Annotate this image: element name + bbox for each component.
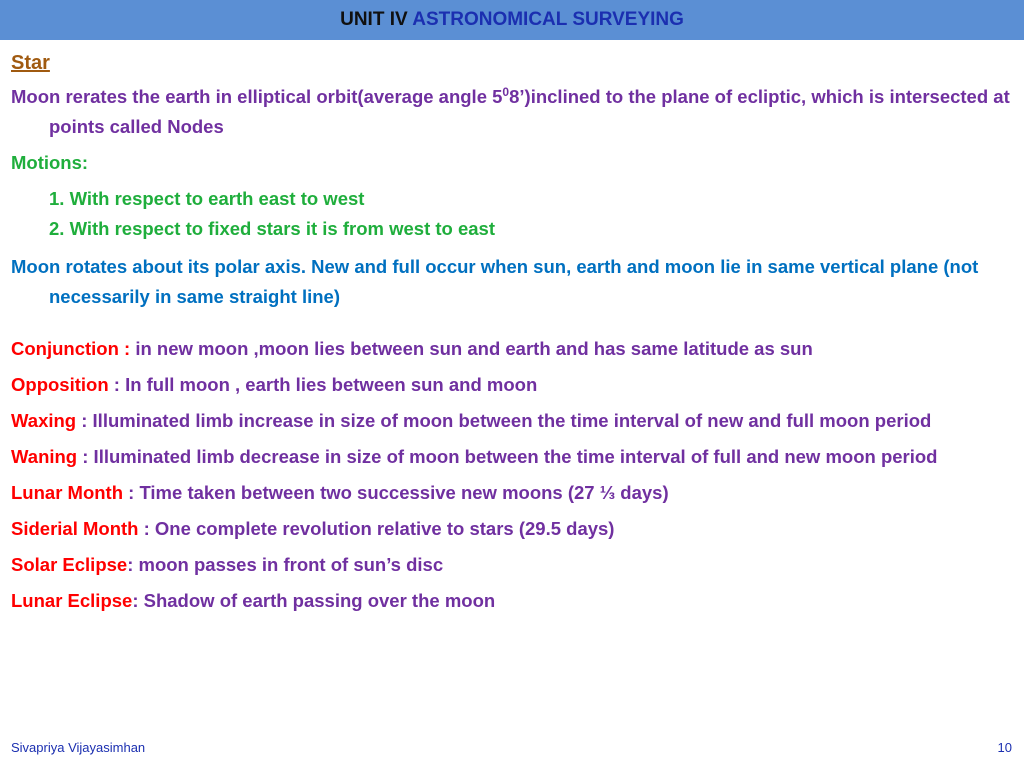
footer-author: Sivapriya Vijayasimhan — [11, 740, 146, 755]
section-heading-star: Star — [11, 52, 50, 74]
term-conjunction — [11, 334, 1011, 364]
term-definition: : Illuminated limb increase in size of moon between the time interval of new and full moon period — [76, 410, 932, 431]
slide-body — [11, 48, 1011, 616]
orbit-paragraph — [11, 82, 1011, 142]
term-opposition — [11, 370, 1011, 400]
term-definition: : Illuminated limb decrease in size of moon between the time interval of full and new moon period — [77, 446, 938, 467]
orbit-text-start: Moon rerates the earth in elliptical orbit(average angle 5 — [11, 86, 503, 107]
rotation-paragraph: Moon rotates about its polar axis. New and full occur when sun, earth and moon lie in same vertical plane (not necessarily in same straight line) — [11, 256, 979, 307]
term-label: Conjunction : — [11, 338, 131, 359]
term-siderial-month — [11, 514, 1011, 544]
term-label: Lunar Month — [11, 482, 124, 503]
term-label: Waning — [11, 446, 78, 467]
orbit-text-end: 8’)inclined to the plane of ecliptic, which is intersected at points called Nodes — [49, 86, 1010, 137]
term-definition: in new moon ,moon lies between sun and earth and has same latitude as sun — [130, 338, 813, 359]
motion-item-2: 2. With respect to fixed stars it is from west to east — [49, 218, 496, 239]
term-label: Opposition — [11, 374, 109, 395]
term-label: Solar Eclipse — [11, 554, 128, 575]
slide-title-unit: UNIT IV — [340, 9, 408, 30]
term-label: Siderial Month — [11, 518, 139, 539]
term-solar-eclipse — [11, 550, 1011, 580]
motions-list — [11, 184, 1011, 244]
term-definition: : One complete revolution relative to stars (29.5 days) — [138, 518, 615, 539]
term-waxing — [11, 406, 1011, 436]
orbit-degree-superscript: 0 — [502, 84, 510, 99]
motion-item-1: 1. With respect to earth east to west — [49, 188, 365, 209]
slide-number: 10 — [997, 740, 1012, 755]
motions-label: Motions: — [11, 152, 89, 173]
term-definition: : Time taken between two successive new moons (27 ⅓ days) — [123, 482, 669, 503]
term-label: Lunar Eclipse — [11, 590, 133, 611]
term-definition: : In full moon , earth lies between sun and moon — [108, 374, 538, 395]
slide-title-text: ASTRONOMICAL SURVEYING — [412, 9, 684, 30]
term-lunar-eclipse — [11, 586, 1011, 616]
term-definition: : Shadow of earth passing over the moon — [132, 590, 496, 611]
term-label: Waxing — [11, 410, 77, 431]
slide-title-bar — [0, 0, 1024, 40]
term-lunar-month — [11, 478, 1011, 508]
term-definition: : moon passes in front of sun’s disc — [127, 554, 444, 575]
term-waning — [11, 442, 1011, 472]
